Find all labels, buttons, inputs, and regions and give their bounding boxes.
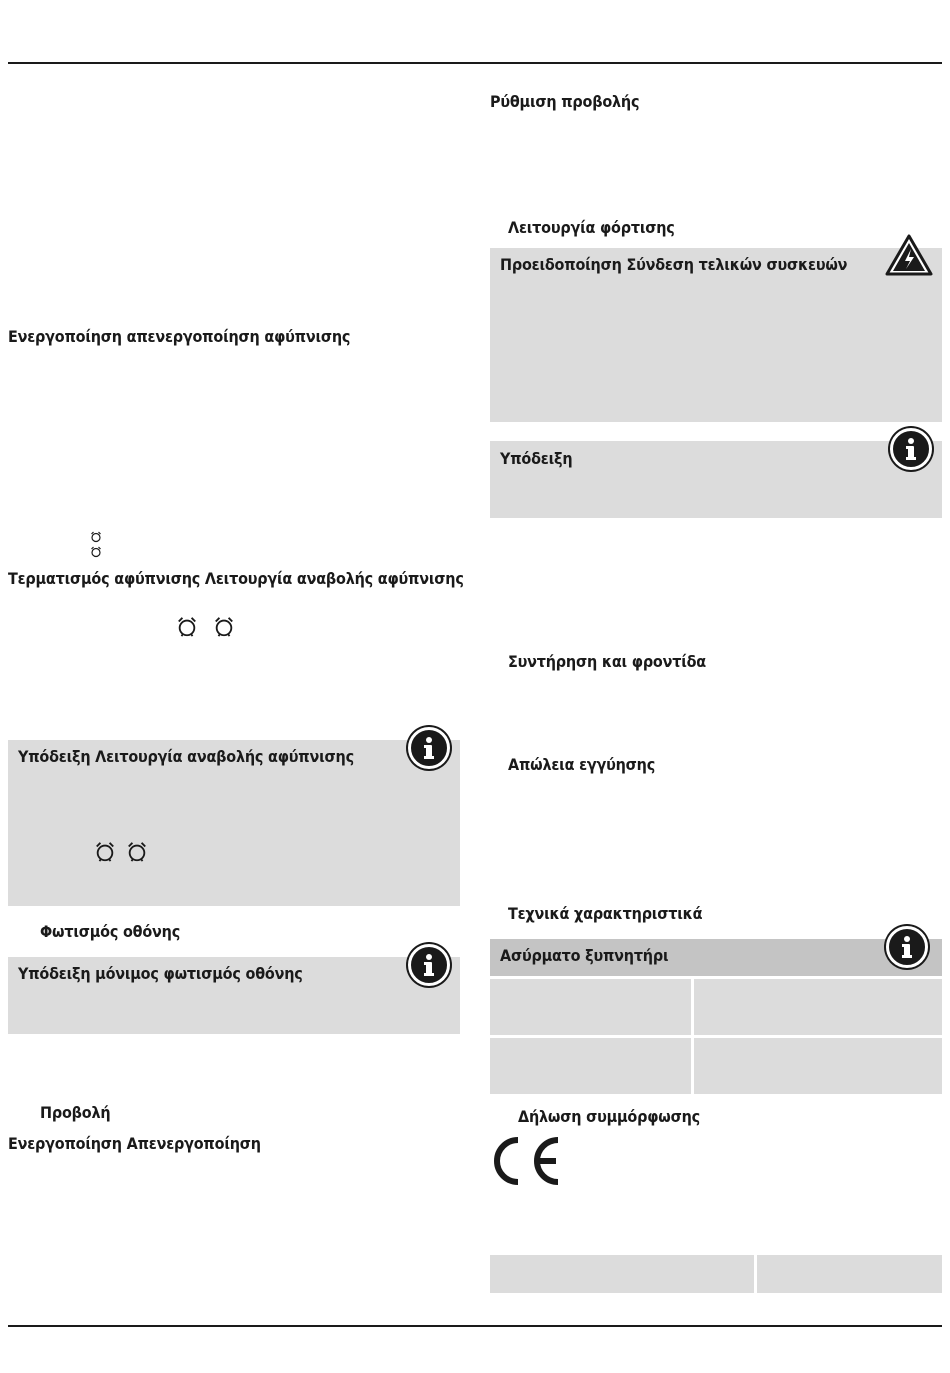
specs-table-cell <box>490 979 691 1035</box>
electric-warning-icon <box>885 234 933 276</box>
alarm-clock-icon <box>126 841 148 863</box>
heading-charging: Λειτουργία φόρτισης <box>508 218 675 237</box>
heading-conformity: Δήλωση συμμόρφωσης <box>518 1107 700 1126</box>
warning-box <box>490 248 942 422</box>
heading-specs: Τεχνικά χαρακτηριστικά <box>508 904 703 923</box>
note-title: Υπόδειξη <box>500 449 573 468</box>
alarm-clock-icon <box>176 616 198 638</box>
alarm-clock-icon <box>94 841 116 863</box>
heading-projection-setting: Ρύθμιση προβολής <box>490 92 640 111</box>
specs-table-header-label: Ασύρματο ξυπνητήρι <box>500 946 669 965</box>
warning-title: Προειδοποίηση Σύνδεση τελικών συσκευών <box>500 255 848 274</box>
bottom-rule <box>8 1325 942 1327</box>
info-icon <box>408 944 450 986</box>
heading-maintenance: Συντήρηση και φροντίδα <box>508 652 706 671</box>
ce-mark-logo <box>488 1134 562 1188</box>
heading-alarm-toggle: Ενεργοποίηση απενεργοποίηση αφύπνισης <box>8 327 351 346</box>
info-icon <box>890 428 932 470</box>
bottom-table-cell <box>757 1255 942 1293</box>
heading-warranty: Απώλεια εγγύησης <box>508 755 656 774</box>
info-icon <box>886 926 928 968</box>
heading-projection-toggle: Ενεργοποίηση Απενεργοποίηση <box>8 1134 261 1153</box>
heading-projection: Προβολή <box>40 1103 111 1122</box>
alarm-clock-icon <box>90 531 102 543</box>
specs-table-cell <box>694 1038 942 1094</box>
heading-backlight: Φωτισμός οθόνης <box>40 922 181 941</box>
info-icon <box>408 727 450 769</box>
specs-table-cell <box>490 1038 691 1094</box>
note-snooze-title: Υπόδειξη Λειτουργία αναβολής αφύπνισης <box>18 747 354 766</box>
alarm-clock-icon <box>213 616 235 638</box>
heading-alarm-end: Τερματισμός αφύπνισης Λειτουργία αναβολής αφύπνισης <box>8 569 464 588</box>
alarm-clock-icon <box>90 546 102 558</box>
specs-table-cell <box>694 979 942 1035</box>
note-backlight-title: Υπόδειξη μόνιμος φωτισμός οθόνης <box>18 964 303 983</box>
bottom-table-cell <box>490 1255 754 1293</box>
top-rule <box>8 62 942 64</box>
